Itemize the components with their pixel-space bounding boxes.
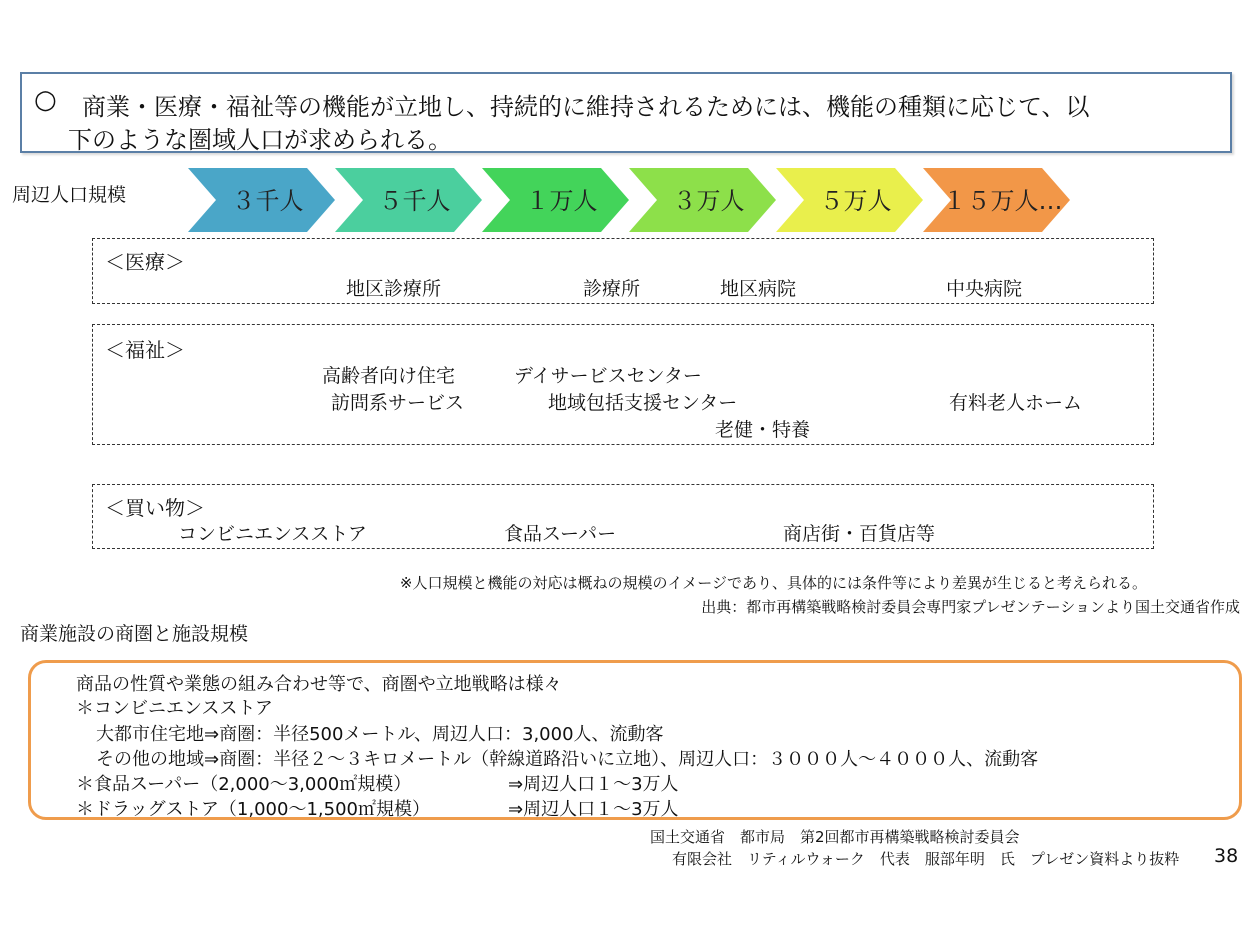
welfare-title: ＜福祉＞ [105,338,185,362]
summary-line-1: 商業・医療・福祉等の機能が立地し、持続的に維持されるためには、機能の種類に応じて、以 [82,93,1090,121]
bullet-circle: ○ [34,85,57,115]
note-text: ※人口規模と機能の対応は概ねの規模のイメージであり、具体的には条件等により差異が生じると考えられる。 [399,574,1147,592]
footer-line-2: 有限会社 リティルウォーク 代表 服部年明 氏 プレゼン資料より抜粋 [672,850,1180,868]
population-chevrons [0,0,1250,240]
welfare-item-day-service: デイサービスセンター [514,365,702,387]
population-scale-label: 周辺人口規模 [12,184,127,206]
summary-line-2: 下のような圏域人口が求められる。 [68,126,452,154]
info-line-supermarket: ＊食品スーパー（2,000～3,000㎡規模） [76,774,412,795]
welfare-item-elderly-housing: 高齢者向け住宅 [322,365,456,387]
welfare-item-nursing-home: 有料老人ホーム [949,392,1083,414]
population-step-label-3: １万人 [525,187,598,215]
population-step-label-2: ５千人 [378,187,451,215]
info-line-supermarket-pop: ⇒周辺人口１～3万人 [508,774,679,795]
info-line-drugstore-pop: ⇒周辺人口１～3万人 [508,799,679,820]
population-step-label-6: １５万人… [942,187,1063,215]
population-step-label-1: ３千人 [231,187,304,215]
shopping-title: ＜買い物＞ [105,496,205,520]
info-line-urban: 大都市住宅地⇒商圏：半径500メートル、周辺人口：3,000人、流動客 [96,724,664,745]
footer-line-1: 国土交通省 都市局 第2回都市再構築戦略検討委員会 [650,828,1020,846]
welfare-item-health-facility: 老健・特養 [715,419,811,441]
section-title: 商業施設の商圏と施設規模 [20,623,249,645]
medical-item-district-hospital: 地区病院 [720,278,797,300]
page-number: 38 [1214,845,1239,867]
medical-item-central-hospital: 中央病院 [946,278,1023,300]
info-line-other-areas: その他の地域⇒商圏：半径２～３キロメートル（幹線道路沿いに立地）、周辺人口：３０００人～４０００人、流動客 [96,749,1039,770]
medical-title: ＜医療＞ [105,250,185,274]
info-line-convenience: ＊コンビニエンスストア [76,698,273,719]
source-text: 出典：都市再構築戦略検討委員会専門家プレゼンテーションより国土交通省作成 [701,598,1240,616]
shopping-item-convenience-store: コンビニエンスストア [178,523,367,545]
population-step-label-5: ５万人 [819,187,892,215]
population-step-label-4: ３万人 [672,187,745,215]
welfare-item-home-visit: 訪問系サービス [331,392,465,414]
welfare-item-community-center: 地域包括支援センター [548,392,738,414]
medical-item-clinic: 診療所 [583,278,641,300]
info-line-drugstore: ＊ドラッグストア（1,000～1,500㎡規模） [76,799,430,820]
shopping-item-supermarket: 食品スーパー [504,523,617,545]
shopping-item-department-store: 商店街・百貨店等 [783,523,936,545]
info-line-intro: 商品の性質や業態の組み合わせ等で、商圏や立地戦略は様々 [76,674,562,695]
medical-item-district-clinic: 地区診療所 [346,278,442,300]
